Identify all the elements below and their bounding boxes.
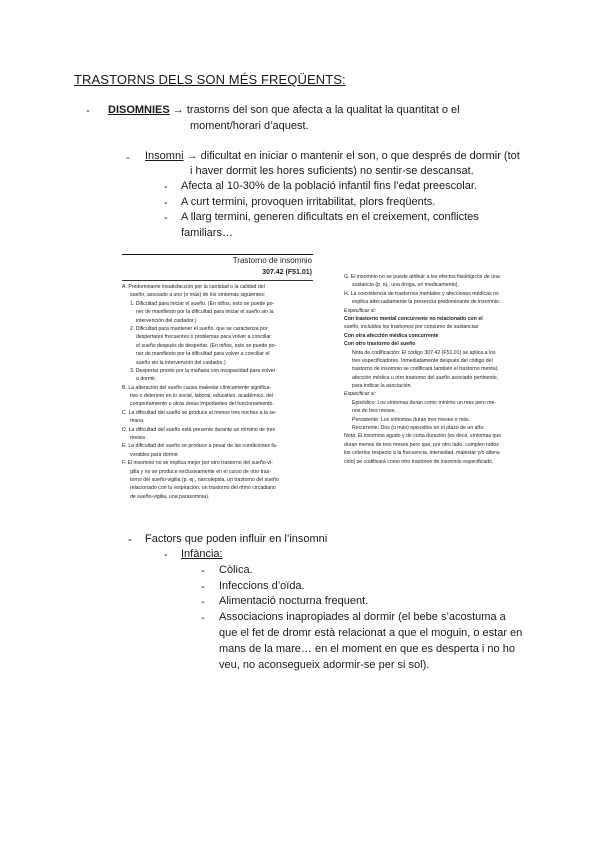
dsm-line: torno del sueño-vigilia (p. ej., narcolepsia, un trastorno del sueño: [130, 476, 279, 483]
dyssomnia-definition: [108, 103, 460, 119]
factor-item: Associacions inapropiades al dormir (el bebe s’acostuma a: [219, 611, 506, 623]
bullet-dash: -: [201, 596, 205, 608]
dyssomnia-line2: moment/horari d’aquest.: [190, 120, 309, 132]
insomnia-line1: → dificultat en iniciar o mantenir el son, o que després de dormir (tot: [183, 150, 520, 162]
bullet-dash: -: [164, 197, 168, 209]
dsm-line: ner de manifiesto por la dificultad para volver a conciliar el: [136, 351, 270, 358]
dsm-line: Episódico: Los síntomas duran como mínimo un mes pero me-: [352, 399, 497, 406]
bullet-dash: -: [201, 612, 205, 624]
dsm-line: ción) se codificará como otro trastorno de insomnio especificado.: [344, 458, 494, 465]
insomnia-definition: [145, 149, 520, 165]
dyssomnia-line1: → trastorns del son que afecta a la qualitat la quantitat o el: [169, 104, 460, 116]
dsm-line: afección médica u otro trastorno del sueño asociado pertinente,: [352, 374, 499, 381]
factor-item: Alimentació nocturna frequent.: [219, 595, 369, 607]
dsm-line: Con trastorno mental concurrente no relacionado con el: [344, 315, 483, 322]
factor-item-continuation: mans de la mare… en el moment en que es desperta i no ho: [219, 643, 515, 655]
dsm-line: a dormir.: [136, 376, 157, 383]
dsm-line: F. El insomnio no se explica mejor por otro trastorno del sueño-vi-: [122, 460, 273, 467]
dsm-line: meses.: [130, 435, 147, 442]
bullet-dash: -: [164, 212, 168, 224]
factors-dash: -: [128, 534, 132, 546]
dsm-header-rule: [122, 280, 313, 281]
factor-item: Infeccions d’oïda.: [219, 580, 305, 592]
dsm-title: Trastorno de insomnio: [232, 256, 312, 265]
dsm-line: 1. Dificultad para iniciar el sueño. (En niños, esto se puede po-: [130, 300, 275, 307]
dsm-line: C. La dificultad del sueño se produce al menos tres noches a la se-: [122, 409, 277, 416]
dsm-line: 3. Despertar pronto por la mañana con incapacidad para volver: [130, 367, 276, 374]
dsm-line: comportamiento u otras áreas importantes del funcionamiento.: [130, 401, 274, 408]
bullet-dash: -: [201, 565, 205, 577]
childhood-dash: -: [164, 549, 168, 561]
dsm-line: vorables para dormir.: [130, 451, 179, 458]
dsm-line: G. El insomnio no se puede atribuir a los efectos fisiológicos de una: [344, 274, 500, 280]
factor-item-continuation: veu, no aconsegueix adormir-se per si sol).: [219, 659, 430, 671]
dsm-line: H. La coexistencia de trastornos mentales y afecciones médicas no: [344, 290, 499, 297]
dsm-line: Nota de codificación: El código 307.42 (F51.01) se aplica a los: [352, 349, 496, 356]
dsm-line: despertares frecuentes o problemas para volver a conciliar: [136, 334, 271, 341]
factor-item: Còlica.: [219, 564, 253, 576]
dsm-line: E. La dificultad del sueño se produce a pesar de las condiciones fa-: [122, 443, 278, 450]
dsm-right-column: [344, 274, 549, 467]
dsm-line: relacionado con la respiración, un trastorno del ritmo circadiano: [130, 485, 276, 492]
dsm-line: trastorno de insomnio se codificará también el trastorno mental,: [352, 366, 499, 373]
insomnia-bullet: A curt termini, provoquen irritabilitat, plors freqüents.: [181, 196, 436, 208]
page-title: TRASTORNS DELS SON MÉS FREQÜENTS:: [74, 72, 346, 87]
bullet-dash: -: [201, 581, 205, 593]
dsm-line: mana.: [130, 418, 145, 425]
dsm-line: Persistente: Los síntomas duran tres meses o más.: [352, 416, 471, 423]
childhood-heading: Infància:: [181, 548, 223, 560]
factors-heading: Factors que poden influir en l’insomni: [145, 533, 328, 545]
dyssomnia-term: DISOMNIES: [108, 104, 170, 116]
insomnia-bullet: Afecta al 10-30% de la població infantil fins l’edat preescolar.: [181, 180, 477, 192]
dsm-line: de sueño-vigilia, una parasomnia).: [130, 493, 210, 500]
dsm-top-rule: [122, 254, 313, 255]
dsm-code: 307.42 (F51.01): [262, 269, 312, 276]
dsm-line: tivo o deterioro en lo social, laboral, educativo, académico, del: [130, 393, 274, 400]
dsm-left-column: [122, 284, 312, 502]
dsm-line: sueño, incluidos los trastornos por consumo de sustancias: [344, 324, 479, 331]
dsm-line: el sueño después de despertar. (En niños, esto se puede po-: [136, 342, 277, 349]
dsm-line: sueño, asociado a uno (o más) de los síntomas siguientes:: [130, 292, 266, 299]
dsm-line: sustancia (p. ej., una droga, un medicamento).: [352, 282, 459, 289]
dsm-line: gilia y no se produce exclusivamente en el curso de otro tras-: [130, 468, 271, 475]
dsm-line: D. La dificultad del sueño está presente durante un mínimo de tres: [122, 426, 276, 433]
dsm-line: 2. Dificultad para mantener el sueño, que se caracteriza por: [130, 325, 268, 332]
dsm-excerpt: [122, 254, 552, 509]
dsm-line: Especificar si:: [344, 391, 376, 398]
dsm-line: Recurrente: Dos (o más) episodios en el plazo de un año.: [352, 425, 485, 432]
dsm-line: explica adecuadamente la presencia predominante de insomnio.: [352, 299, 501, 306]
dsm-line: A. Predominante insatisfacción por la cantidad o la calidad del: [122, 284, 265, 290]
dsm-line: para indicar la asociación.: [352, 383, 412, 390]
dsm-line: nos de tres meses.: [352, 408, 396, 415]
dsm-line: Nota: El insomnio agudo y de corta duración (es decir, síntomas que: [344, 433, 502, 440]
dsm-line: tres especificadores. Inmediatamente después del código del: [352, 357, 493, 364]
dsm-line: intervención del cuidador.): [136, 317, 197, 324]
dsm-line: duran menos de tres meses pero que, por otro lado, cumplen todos: [344, 441, 499, 448]
dsm-line: B. La alteración del sueño causa malestar clínicamente significa-: [122, 384, 272, 391]
dsm-line: los criterios respecto a la frecuencia, intensidad, malestar y/o altera-: [344, 450, 501, 457]
bullet-dash: -: [164, 181, 168, 193]
insomnia-term: Insomni: [145, 150, 184, 162]
insomnia-bullet: A llarg termini, generen dificultats en el creixement, conflictes: [181, 211, 479, 223]
insomnia-bullet-continuation: familiars…: [181, 227, 233, 239]
dsm-line: sueño sin la intervención del cuidador.): [136, 359, 226, 366]
factor-item-continuation: que el fet de dromr està relacionat a que el moguin, o estar en: [219, 627, 523, 639]
dsm-line: Con otra afección médica concurrente: [344, 332, 439, 339]
dyssomnia-dash: -: [86, 105, 90, 117]
dsm-line: Especificar si:: [344, 307, 376, 314]
dsm-line: Con otro trastorno del sueño: [344, 341, 416, 348]
insomnia-line2: i haver dormit les hores suficients) no sentir-se descansat.: [190, 165, 474, 177]
dsm-line: ner de manifiesto por la dificultad para iniciar el sueño sin la: [136, 309, 274, 316]
insomnia-dash: -: [126, 152, 130, 164]
